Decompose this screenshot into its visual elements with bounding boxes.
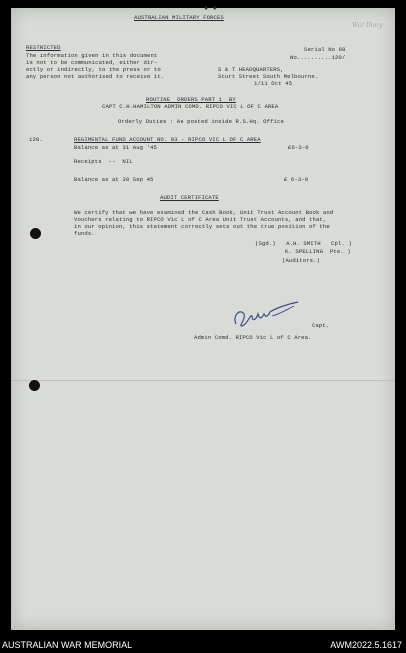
- restricted-line: any person not authorised to receive it.: [26, 73, 165, 80]
- header-marks: ♦ ♦: [204, 5, 217, 13]
- restricted-line: The information given in this document: [26, 52, 158, 59]
- pencil-note: War Diary: [352, 22, 383, 29]
- receipts: Receipts -- NIL: [74, 158, 133, 165]
- restricted-line: is not to be communicated, either dir-: [26, 59, 158, 66]
- item-heading: REGIMENTAL FUND ACCOUNT NO. 93 - RIPCO VIC L OF C AREA: [74, 136, 261, 143]
- restricted-label: RESTRICTED: [26, 44, 61, 51]
- footer-institution: AUSTRALIAN WAR MEMORIAL: [2, 640, 133, 650]
- hq-address: Sturt Street South Melbourne.: [218, 73, 319, 80]
- punch-hole: [30, 228, 41, 239]
- balance-sep-amount: £ 6-3-0: [284, 176, 309, 183]
- handwritten-signature: [228, 296, 302, 332]
- audit-line: funds.: [74, 230, 95, 237]
- footer-reference: AWM2022.5.1617: [330, 640, 402, 650]
- item-number: 120.: [29, 136, 43, 143]
- auditor-signature: K. SPELLING Pte. ): [285, 248, 351, 255]
- audit-line: in our opinion, this statement correctly sets out the true position of the: [74, 223, 330, 230]
- routine-orders-title: ROUTINE ORDERS PART 1 BY: [146, 96, 236, 103]
- restricted-line: ectly or indirectly, to the press or to: [26, 66, 161, 73]
- balance-aug-amount: £6-3-0: [288, 144, 309, 151]
- audit-line: Vouchers relating to RIPCO Vic L of C Area Unit Trust Accounts, and that,: [74, 216, 327, 223]
- page-crease: [11, 380, 395, 381]
- signatory-title: Admin Comd. RIPCO Vic L of C Area.: [194, 334, 312, 341]
- balance-sep: Balance as at 30 Sep 45: [74, 176, 154, 183]
- audit-heading: AUDIT CERTIFICATE: [160, 194, 219, 201]
- balance-aug: Balance as at 31 Aug '45: [74, 144, 157, 151]
- hq-name: S & T HEADQUARTERS,: [218, 66, 284, 73]
- auditors-label: (Auditors.): [282, 257, 321, 264]
- auditor-signature: (Sgd.) A.H. SMITH Cpl. ): [255, 240, 352, 247]
- audit-line: We certify that we have examined the Cash Book, Unit Trust Account Book and: [74, 209, 334, 216]
- signatory-rank: Capt.: [312, 322, 330, 329]
- document-number: No..........120/: [290, 54, 346, 61]
- document-date: 1/11 Oct 45: [254, 80, 293, 87]
- routine-orders-subtitle: CAPT C.H.HAMILTON ADMIN COMD. RIPCO VIC L OF C AREA: [102, 103, 279, 110]
- serial-number: Serial No 68: [304, 46, 346, 53]
- orderly-duties: Orderly Duties : As posted inside R.S.Hq. Office: [118, 118, 284, 125]
- punch-hole: [29, 380, 40, 391]
- document-title: AUSTRALIAN MILITARY FORCES: [134, 14, 224, 21]
